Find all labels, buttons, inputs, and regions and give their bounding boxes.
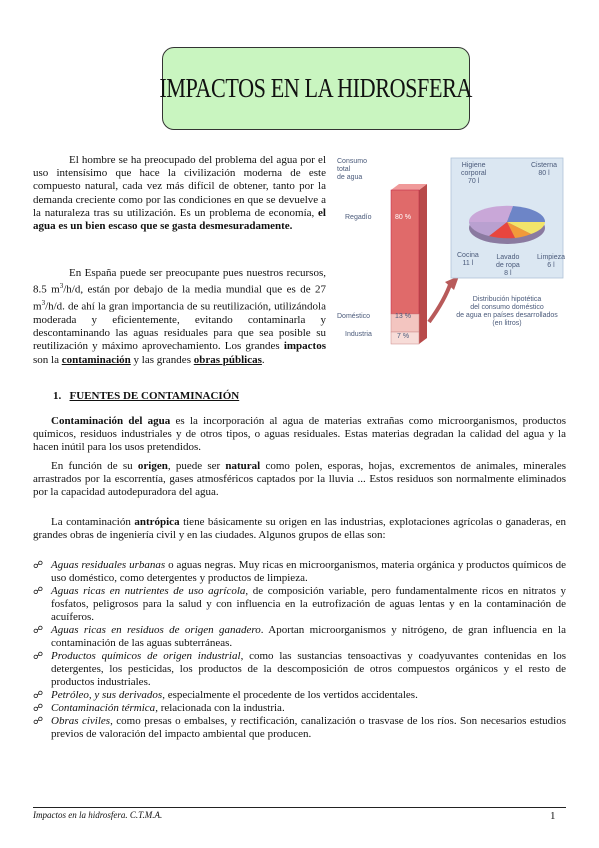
label-cisterna: Cisterna 80 l — [531, 162, 558, 177]
label-cocina: Cocina 11 l — [457, 252, 479, 267]
label-limpieza: Limpieza 6 l — [537, 254, 566, 269]
figure-caption: Distribución hipotética del consumo doméstico de agua en países desarrollados (en litros) — [456, 296, 558, 327]
bold-text: natural — [225, 460, 261, 472]
footer-divider — [33, 807, 566, 808]
bar-regadio — [391, 190, 419, 314]
section-paragraph-2 — [33, 460, 566, 500]
text: El hombre se ha preocupado del problema del agua por el uso intensísimo que hace la civilización moderna de este compuesto natural, cada vez más difícil de obtener, tanto por la demanda creciente como por las condiciones en que se devuelve a la naturaleza tras su utilización. Es un problema de economía, — [33, 154, 326, 219]
text: La contaminación — [51, 516, 135, 528]
list-item-text: o aguas negras. Muy ricas en microorganismos, materia orgánica y productos químicos de uso doméstico, como detergentes y productos de limpieza. — [51, 559, 567, 584]
bold-text: origen — [137, 460, 168, 472]
water-consumption-figure — [333, 150, 573, 348]
bullet-icon: ☍ — [33, 716, 44, 727]
bold-text: el agua es un bien escaso que se gasta desmesuradamente. — [33, 206, 326, 233]
bullet-icon: ☍ — [33, 690, 44, 701]
bold-text: impactos — [283, 340, 326, 353]
text: tiene básicamente su origen en las industrias, explotaciones agrícolas o ganaderas, en grandes obras de ingeniería civil y en las ciudades. Algunos grupos de ellas son: — [33, 516, 566, 542]
intro-paragraph-1 — [33, 154, 326, 233]
label-consumo: Consumo total de agua — [337, 158, 367, 181]
list-item-text: , especialmente el procedente de los vertidos accidentales. — [162, 689, 418, 701]
bullet-icon: ☍ — [33, 625, 44, 636]
section-paragraph-1 — [33, 415, 566, 455]
text: En función de su — [51, 460, 138, 472]
list-item — [33, 650, 566, 689]
list-item — [33, 559, 566, 585]
bar-side — [419, 184, 427, 344]
intro-paragraph-2 — [33, 267, 326, 367]
list-item-term: Productos químicos de origen industrial — [51, 650, 241, 662]
bold-underlined-text: obras públicas — [193, 353, 262, 366]
text: es la incorporación al agua de materias extrañas como microorganismos, productos químicos, residuos industriales y de otros tipos, o aguas residuales. Estas materias degradan la calidad del agua y la hacen inútil para los usos pretendidos. — [33, 415, 566, 454]
list-item-term: Contaminación térmica — [51, 702, 156, 714]
superscript: 3 — [41, 299, 46, 308]
text: En España puede ser preocupante pues nuestros recursos, 8.5 m — [33, 267, 326, 296]
pct-regadio: 80 % — [395, 214, 411, 221]
label-higiene: Higiene corporal 70 l — [461, 162, 487, 185]
bullet-icon: ☍ — [33, 703, 44, 714]
list-item-text: , como las sustancias tensoactivas y coadyuvantes contenidas en los detergentes, los pesticidas, los productos de la descomposición de otros compuestos orgánicos y el resto de productos industriales. — [51, 650, 566, 688]
bullet-icon: ☍ — [33, 586, 44, 597]
text: . — [261, 353, 265, 366]
label-industria: Industria — [345, 331, 372, 338]
list-item-term: Aguas ricas en nutrientes de uso agrícola — [51, 585, 246, 597]
list-item — [33, 624, 566, 650]
bullet-icon: ☍ — [33, 560, 44, 571]
text: como polen, esporas, hojas, excrementos de animales, minerales arrastrados por la escorrentía, gases atmosféricos captados por la lluvia ... Estos residuos son normalmente eliminados por la capacidad autodepuradora del agua. — [33, 460, 567, 499]
label-regadio: Regadío — [345, 214, 372, 221]
list-item-term: Petróleo, y sus derivados — [51, 689, 163, 701]
list-item-text: , relacionada con la industria. — [155, 702, 285, 714]
section-heading — [53, 390, 586, 403]
section-paragraph-3 — [33, 516, 566, 542]
label-lavado: Lavado de ropa 8 l — [496, 254, 520, 277]
text: , puede ser — [167, 460, 226, 472]
contamination-list — [33, 559, 566, 741]
bold-underlined-text: contaminación — [61, 353, 131, 366]
arrow — [429, 282, 451, 322]
list-item-text: . Aportan microorganismos y nitrógeno, de gran influencia en la contaminación de las aguas subterráneas. — [51, 624, 566, 649]
list-item — [33, 702, 566, 715]
list-item — [33, 689, 566, 702]
pct-industria: 7 % — [397, 333, 410, 340]
list-item-text: , de composición variable, pero fundamentalmente ricos en nitratos y fosfatos, peligrosos para la salud y con influencia en la eutrofización de aguas lentas y en la contaminación de acuíferos. — [51, 585, 566, 623]
list-item-text: , como presas o embalses, y rectificación, canalización o trasvase de los ríos. Son necesarios estudios previos de valoración del impacto ambiental que producen. — [51, 715, 566, 740]
bold-text: antrópica — [134, 516, 180, 528]
text: /h/d, están por debajo de la media mundial que es de 27 m — [33, 283, 326, 313]
bold-text: Contaminación del agua — [51, 415, 171, 427]
list-item — [33, 715, 566, 741]
heading-text: FUENTES DE CONTAMINACIÓN — [69, 390, 240, 402]
list-item-term: Aguas ricas en residuos de origen ganadero — [51, 624, 261, 636]
text: son la — [33, 353, 62, 366]
list-item-term: Aguas residuales urbanas — [51, 559, 166, 571]
text: /h/d. de ahí la gran importancia de su reutilización, utilizándola moderada y eficientemente, evitando contaminarla y descontaminando las aguas residuales para que sea posible su reutilización y máximo aprovechamiento. Los grandes — [33, 300, 326, 353]
pct-domestico: 13 % — [395, 313, 411, 320]
list-item — [33, 585, 566, 624]
superscript: 3 — [59, 282, 64, 291]
label-domestico: Doméstico — [337, 313, 371, 320]
footer-text: Impactos en la hidrosfera. C.T.M.A. — [33, 810, 163, 820]
page-number: 1 — [550, 810, 556, 822]
heading-number: 1. — [53, 390, 62, 402]
text: y las grandes — [130, 353, 194, 366]
title-box — [159, 47, 473, 130]
list-item-term: Obras civiles — [51, 715, 111, 727]
page-title: IMPACTOS EN LA HIDROSFERA — [159, 73, 473, 103]
bullet-icon: ☍ — [33, 651, 44, 662]
